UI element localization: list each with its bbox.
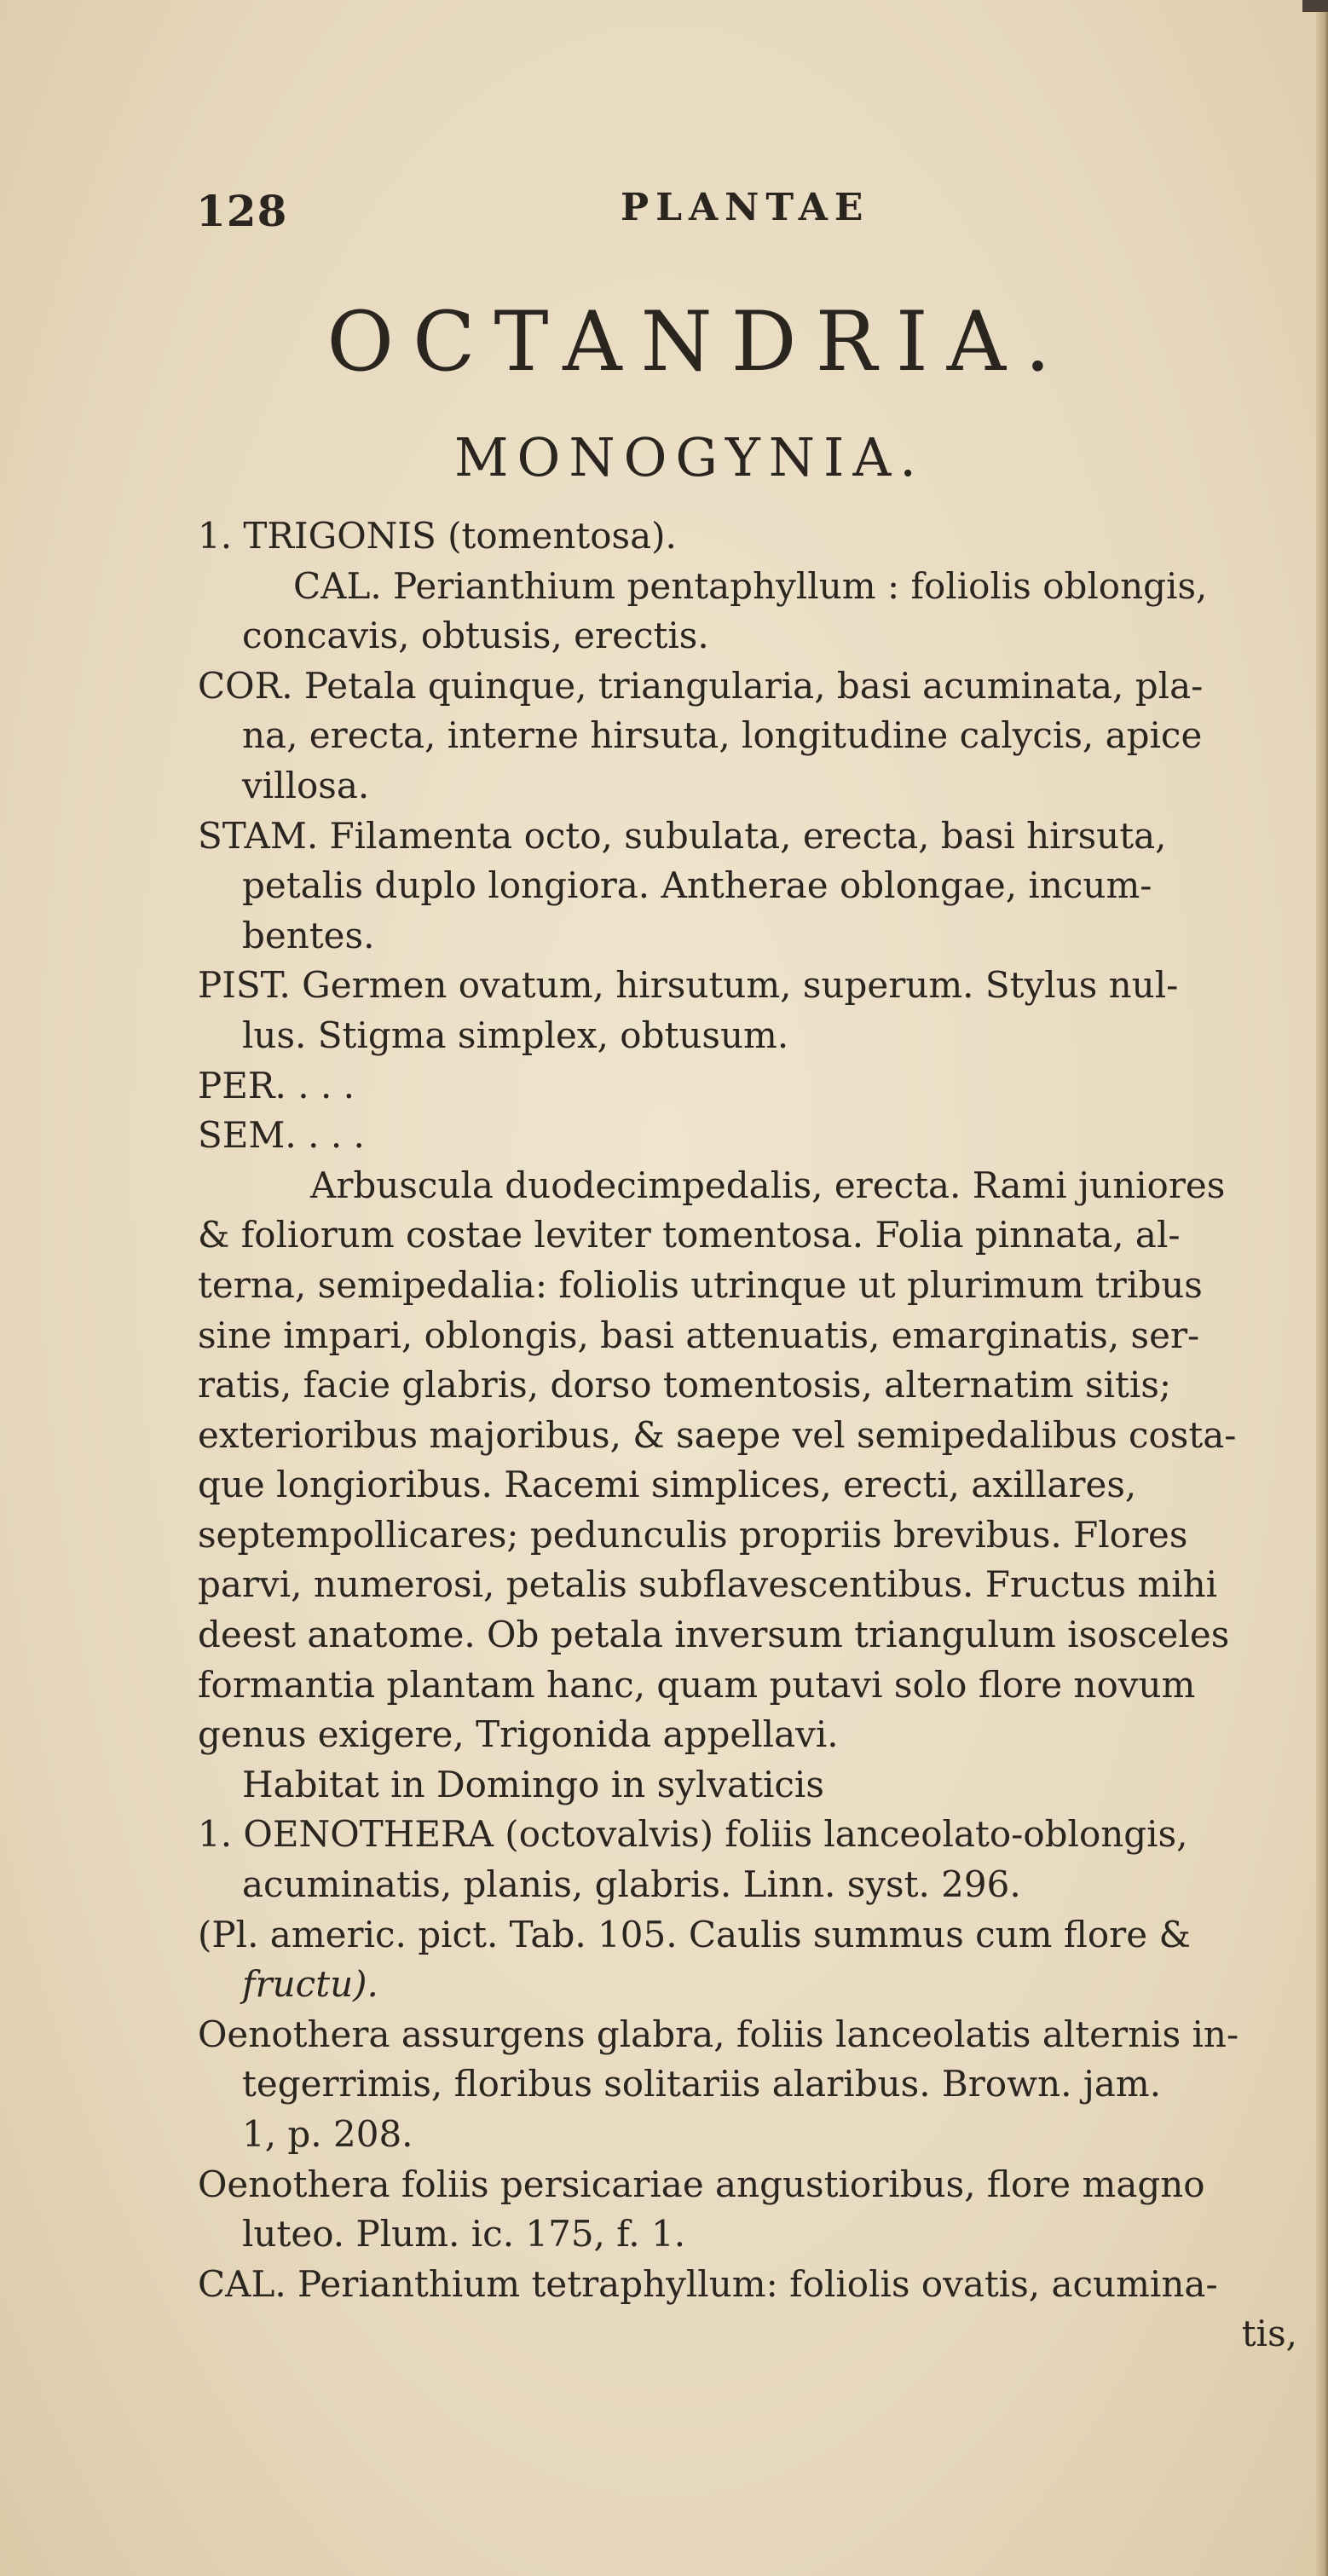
text-line: na, erecta, interne hirsuta, longitudine calycis, apice	[242, 714, 1203, 757]
text-line: Oenothera foliis persicariae angustioribus, flore magno	[198, 2163, 1205, 2205]
text-line: concavis, obtusis, erectis.	[242, 615, 709, 657]
text-line: parvi, numerosi, petalis subflavescentibus. Fructus mihi	[198, 1563, 1218, 1606]
text-line: luteo. Plum. ic. 175, f. 1.	[242, 2213, 686, 2255]
text-line: Arbuscula duodecimpedalis, erecta. Rami juniores	[310, 1164, 1226, 1206]
text-line: & foliorum costae leviter tomentosa. Folia pinnata, al-	[198, 1214, 1181, 1256]
text-line: COR. Petala quinque, triangularia, basi acuminata, pla-	[198, 664, 1204, 707]
text-line: exterioribus majoribus, & saepe vel semipedalibus costa-	[198, 1413, 1237, 1456]
text-line: acuminatis, planis, glabris. Linn. syst. 296.	[242, 1863, 1021, 1906]
text-line: Oenothera assurgens glabra, foliis lanceolatis alternis in-	[198, 2013, 1239, 2055]
text-line: genus exigere, Trigonida appellavi.	[198, 1713, 839, 1756]
text-line: que longioribus. Racemi simplices, erecti, axillares,	[198, 1464, 1137, 1506]
text-line: SEM. . . .	[198, 1114, 365, 1157]
text-line: 1. TRIGONIS (tomentosa).	[198, 515, 677, 557]
order-title: MONOGYNIA.	[454, 426, 925, 488]
text-line: (Pl. americ. pict. Tab. 105. Caulis summus cum flore &	[198, 1913, 1191, 1955]
text-line: tegerrimis, floribus solitariis alaribus. Brown. jam.	[242, 2063, 1162, 2105]
text-line: deest anatome. Ob petala inversum triangulum isosceles	[198, 1614, 1230, 1656]
text-line: CAL. Perianthium pentaphyllum : foliolis oblongis,	[293, 564, 1208, 607]
text-line: villosa.	[242, 764, 370, 806]
text-line: septempollicares; pedunculis propriis brevibus. Flores	[198, 1513, 1188, 1556]
text-line: PIST. Germen ovatum, hirsutum, superum. Stylus nul-	[198, 964, 1179, 1007]
text-line: tis,	[1241, 2313, 1297, 2355]
corner-mark	[1302, 0, 1328, 12]
text-line: bentes.	[242, 914, 375, 956]
text-body	[198, 511, 1323, 2359]
text-line: STAM. Filamenta octo, subulata, erecta, basi hirsuta,	[198, 814, 1167, 857]
text-line: formantia plantam hanc, quam putavi solo flore novum	[198, 1663, 1196, 1706]
page-number: 128	[196, 186, 288, 236]
text-line: PER. . . .	[198, 1064, 355, 1106]
text-line: ratis, facie glabris, dorso tomentosis, alternatim sitis;	[198, 1364, 1172, 1406]
text-line: lus. Stigma simplex, obtusum.	[242, 1014, 789, 1056]
text-line: Habitat in Domingo in sylvaticis	[242, 1763, 824, 1805]
text-line: fructu).	[242, 1963, 378, 2006]
text-line: 1. OENOTHERA (octovalvis) foliis lanceolato-oblongis,	[198, 1813, 1188, 1856]
text-line: 1, p. 208.	[242, 2113, 413, 2155]
text-line: CAL. Perianthium tetraphyllum: foliolis ovatis, acumina-	[198, 2262, 1218, 2305]
text-line: petalis duplo longiora. Antherae oblongae, incum-	[242, 864, 1152, 907]
class-title: OCTANDRIA.	[326, 294, 1070, 390]
text-line: sine impari, oblongis, basi attenuatis, emarginatis, ser-	[198, 1314, 1200, 1356]
text-line: terna, semipedalia: foliolis utrinque ut plurimum tribus	[198, 1263, 1203, 1306]
page-header	[196, 186, 1262, 245]
running-title: PLANTAE	[621, 186, 870, 229]
